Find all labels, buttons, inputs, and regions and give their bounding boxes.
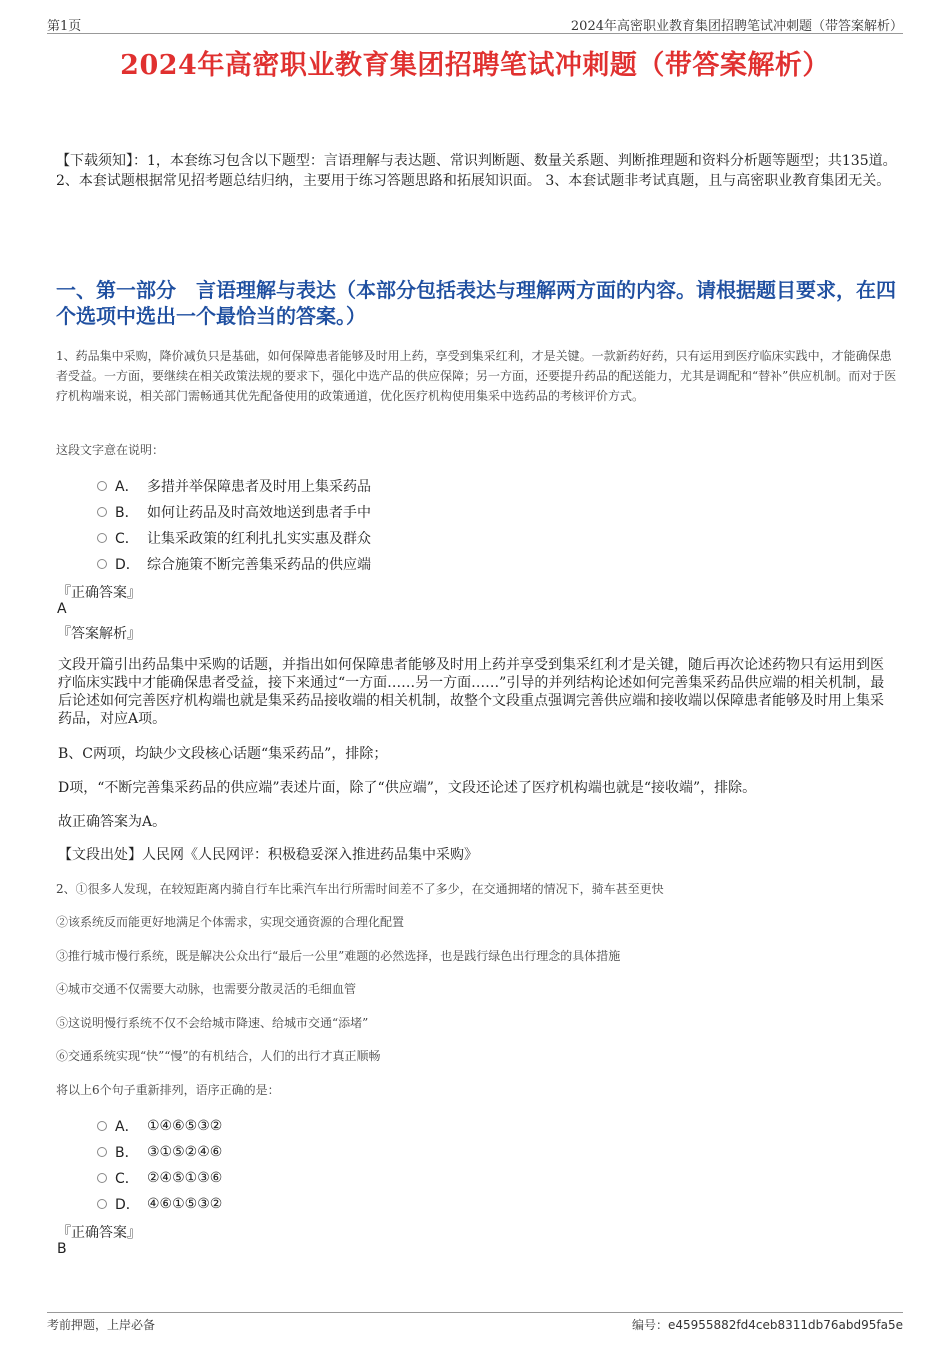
question-2-correct-label: 『正确答案』 [57, 1225, 141, 1241]
option-text: ③①⑤②④⑥ [147, 1144, 223, 1160]
question-1-option-a[interactable] [97, 473, 371, 499]
question-2-sentence-2: ②该系统反而能更好地满足个体需求，实现交通资源的合理化配置 [56, 915, 405, 929]
question-2-option-b[interactable] [97, 1139, 222, 1165]
option-letter: B． [115, 1145, 139, 1161]
question-2-option-d[interactable] [97, 1191, 222, 1217]
radio-icon[interactable] [97, 559, 107, 569]
page-number: 第1页 [47, 19, 82, 34]
download-notice: 【下载须知】：1，本套练习包含以下题型：言语理解与表达题、常识判断题、数量关系题、判断推理题和资料分析题等题型；共135道。 2、本套试题根据常见招考题总结归纳，主要用于练习答题思路和拓展知识面。 3、本套试题非考试真题，且与高密职业教育集团无关。 [56, 153, 897, 189]
option-letter: D． [115, 557, 140, 573]
question-2-sentence-4: ④城市交通不仅需要大动脉，也需要分散灵活的毛细血管 [56, 982, 357, 996]
question-1-analysis-label: 『答案解析』 [57, 626, 141, 642]
question-1-options [97, 473, 371, 577]
header-divider [47, 33, 903, 34]
radio-icon[interactable] [97, 481, 107, 491]
page-footer [47, 1312, 903, 1332]
question-2-sentence-6: ⑥交通系统实现“快”“慢”的有机结合，人们的出行才真正顺畅 [56, 1049, 381, 1063]
page-header [47, 12, 903, 34]
option-letter: B． [115, 505, 139, 521]
question-2-sentence-3: ③推行城市慢行系统，既是解决公众出行“最后一公里”难题的必然选择，也是践行绿色出行理念的具体措施 [56, 949, 621, 963]
question-2-sentence-1: 2、①很多人发现，在较短距离内骑自行车比乘汽车出行所需时间差不了多少，在交通拥堵的情况下，骑车甚至更快 [56, 882, 664, 896]
option-letter: C． [115, 1171, 139, 1187]
option-letter: A． [115, 479, 139, 495]
question-1-analysis-d: D项，“不断完善集采药品的供应端”表述片面，除了“供应端”，文段还论述了医疗机构端也就是“接收端”，排除。 [58, 780, 757, 796]
option-letter: C． [115, 531, 139, 547]
question-2-options [97, 1113, 222, 1217]
footer-code-value: e45955882fd4ceb8311db76abd95fa5e [667, 1318, 903, 1332]
section-heading: 一、第一部分 言语理解与表达（本部分包括表达与理解两方面的内容。请根据题目要求，在四个选项中选出一个最恰当的答案。） [56, 278, 896, 328]
option-letter: A． [115, 1119, 139, 1135]
radio-icon[interactable] [97, 1173, 107, 1183]
radio-icon[interactable] [97, 533, 107, 543]
option-text: 让集采政策的红利扎扎实实惠及群众 [147, 531, 371, 547]
question-1-stem: 1、药品集中采购，降价减负只是基础，如何保障患者能够及时用上药，享受到集采红利，才是关键。一款新药好药，只有运用到医疗临床实践中，才能确保患者受益。一方面，要继续在相关政策法规的要求下，强化中选产品的供应保障；另一方面，还要提升药品的配送能力，尤其是调配和“替补”供应机制。而对于医疗机构端来说，相关部门需畅通其优先配备使用的政策通道，优化医疗机构使用集采中选药品的考核评价方式。 [56, 349, 897, 403]
question-1-option-c[interactable] [97, 525, 371, 551]
footer-code-label: 编号： [631, 1318, 668, 1332]
question-1-analysis-paragraph: 文段开篇引出药品集中采购的话题，并指出如何保障患者能够及时用上药并享受到集采红利才是关键，随后再次论述药物只有运用到医疗临床实践中才能确保患者受益，接下来通过“一方面……另一方面……”引导的并列结构论述如何完善集采药品供应端的相关机制，最后论述如何完善医疗机构端也就是集采药品接收端的相关机制，故整个文段重点强调完善供应端和接收端以保障患者能够及时用上集采药品，对应A项。 [58, 657, 885, 727]
radio-icon[interactable] [97, 1147, 107, 1157]
question-2-sentence-5: ⑤这说明慢行系统不仅不会给城市降速、给城市交通“添堵” [56, 1016, 369, 1030]
question-1-prompt: 这段文字意在说明： [56, 443, 165, 457]
option-text: ②④⑤①③⑥ [147, 1170, 223, 1186]
radio-icon[interactable] [97, 507, 107, 517]
question-1-analysis-bc: B、C两项，均缺少文段核心话题“集采药品”，排除； [58, 746, 388, 762]
question-2-answer: B [57, 1241, 67, 1257]
option-letter: D． [115, 1197, 140, 1213]
option-text: 综合施策不断完善集采药品的供应端 [147, 557, 371, 573]
radio-icon[interactable] [97, 1121, 107, 1131]
option-text: ①④⑥⑤③② [147, 1118, 223, 1134]
question-1-source: 【文段出处】人民网《人民网评：积极稳妥深入推进药品集中采购》 [58, 847, 478, 863]
radio-icon[interactable] [97, 1199, 107, 1209]
question-1-option-d[interactable] [97, 551, 371, 577]
page-title: 2024年高密职业教育集团招聘笔试冲刺题（带答案解析） [120, 50, 830, 81]
option-text: ④⑥①⑤③② [147, 1196, 223, 1212]
question-2-option-c[interactable] [97, 1165, 222, 1191]
question-1-conclusion: 故正确答案为A。 [58, 814, 167, 830]
question-2-option-a[interactable] [97, 1113, 222, 1139]
option-text: 多措并举保障患者及时用上集采药品 [147, 479, 371, 495]
question-2-prompt: 将以上6个句子重新排列，语序正确的是： [56, 1083, 280, 1097]
question-1-correct-label: 『正确答案』 [57, 585, 141, 601]
question-1-answer: A [57, 601, 67, 617]
footer-code [632, 1316, 903, 1333]
footer-slogan: 考前押题，上岸必备 [47, 1318, 156, 1332]
question-1-option-b[interactable] [97, 499, 371, 525]
option-text: 如何让药品及时高效地送到患者手中 [147, 505, 371, 521]
header-doc-title: 2024年高密职业教育集团招聘笔试冲刺题（带答案解析） [570, 19, 903, 34]
